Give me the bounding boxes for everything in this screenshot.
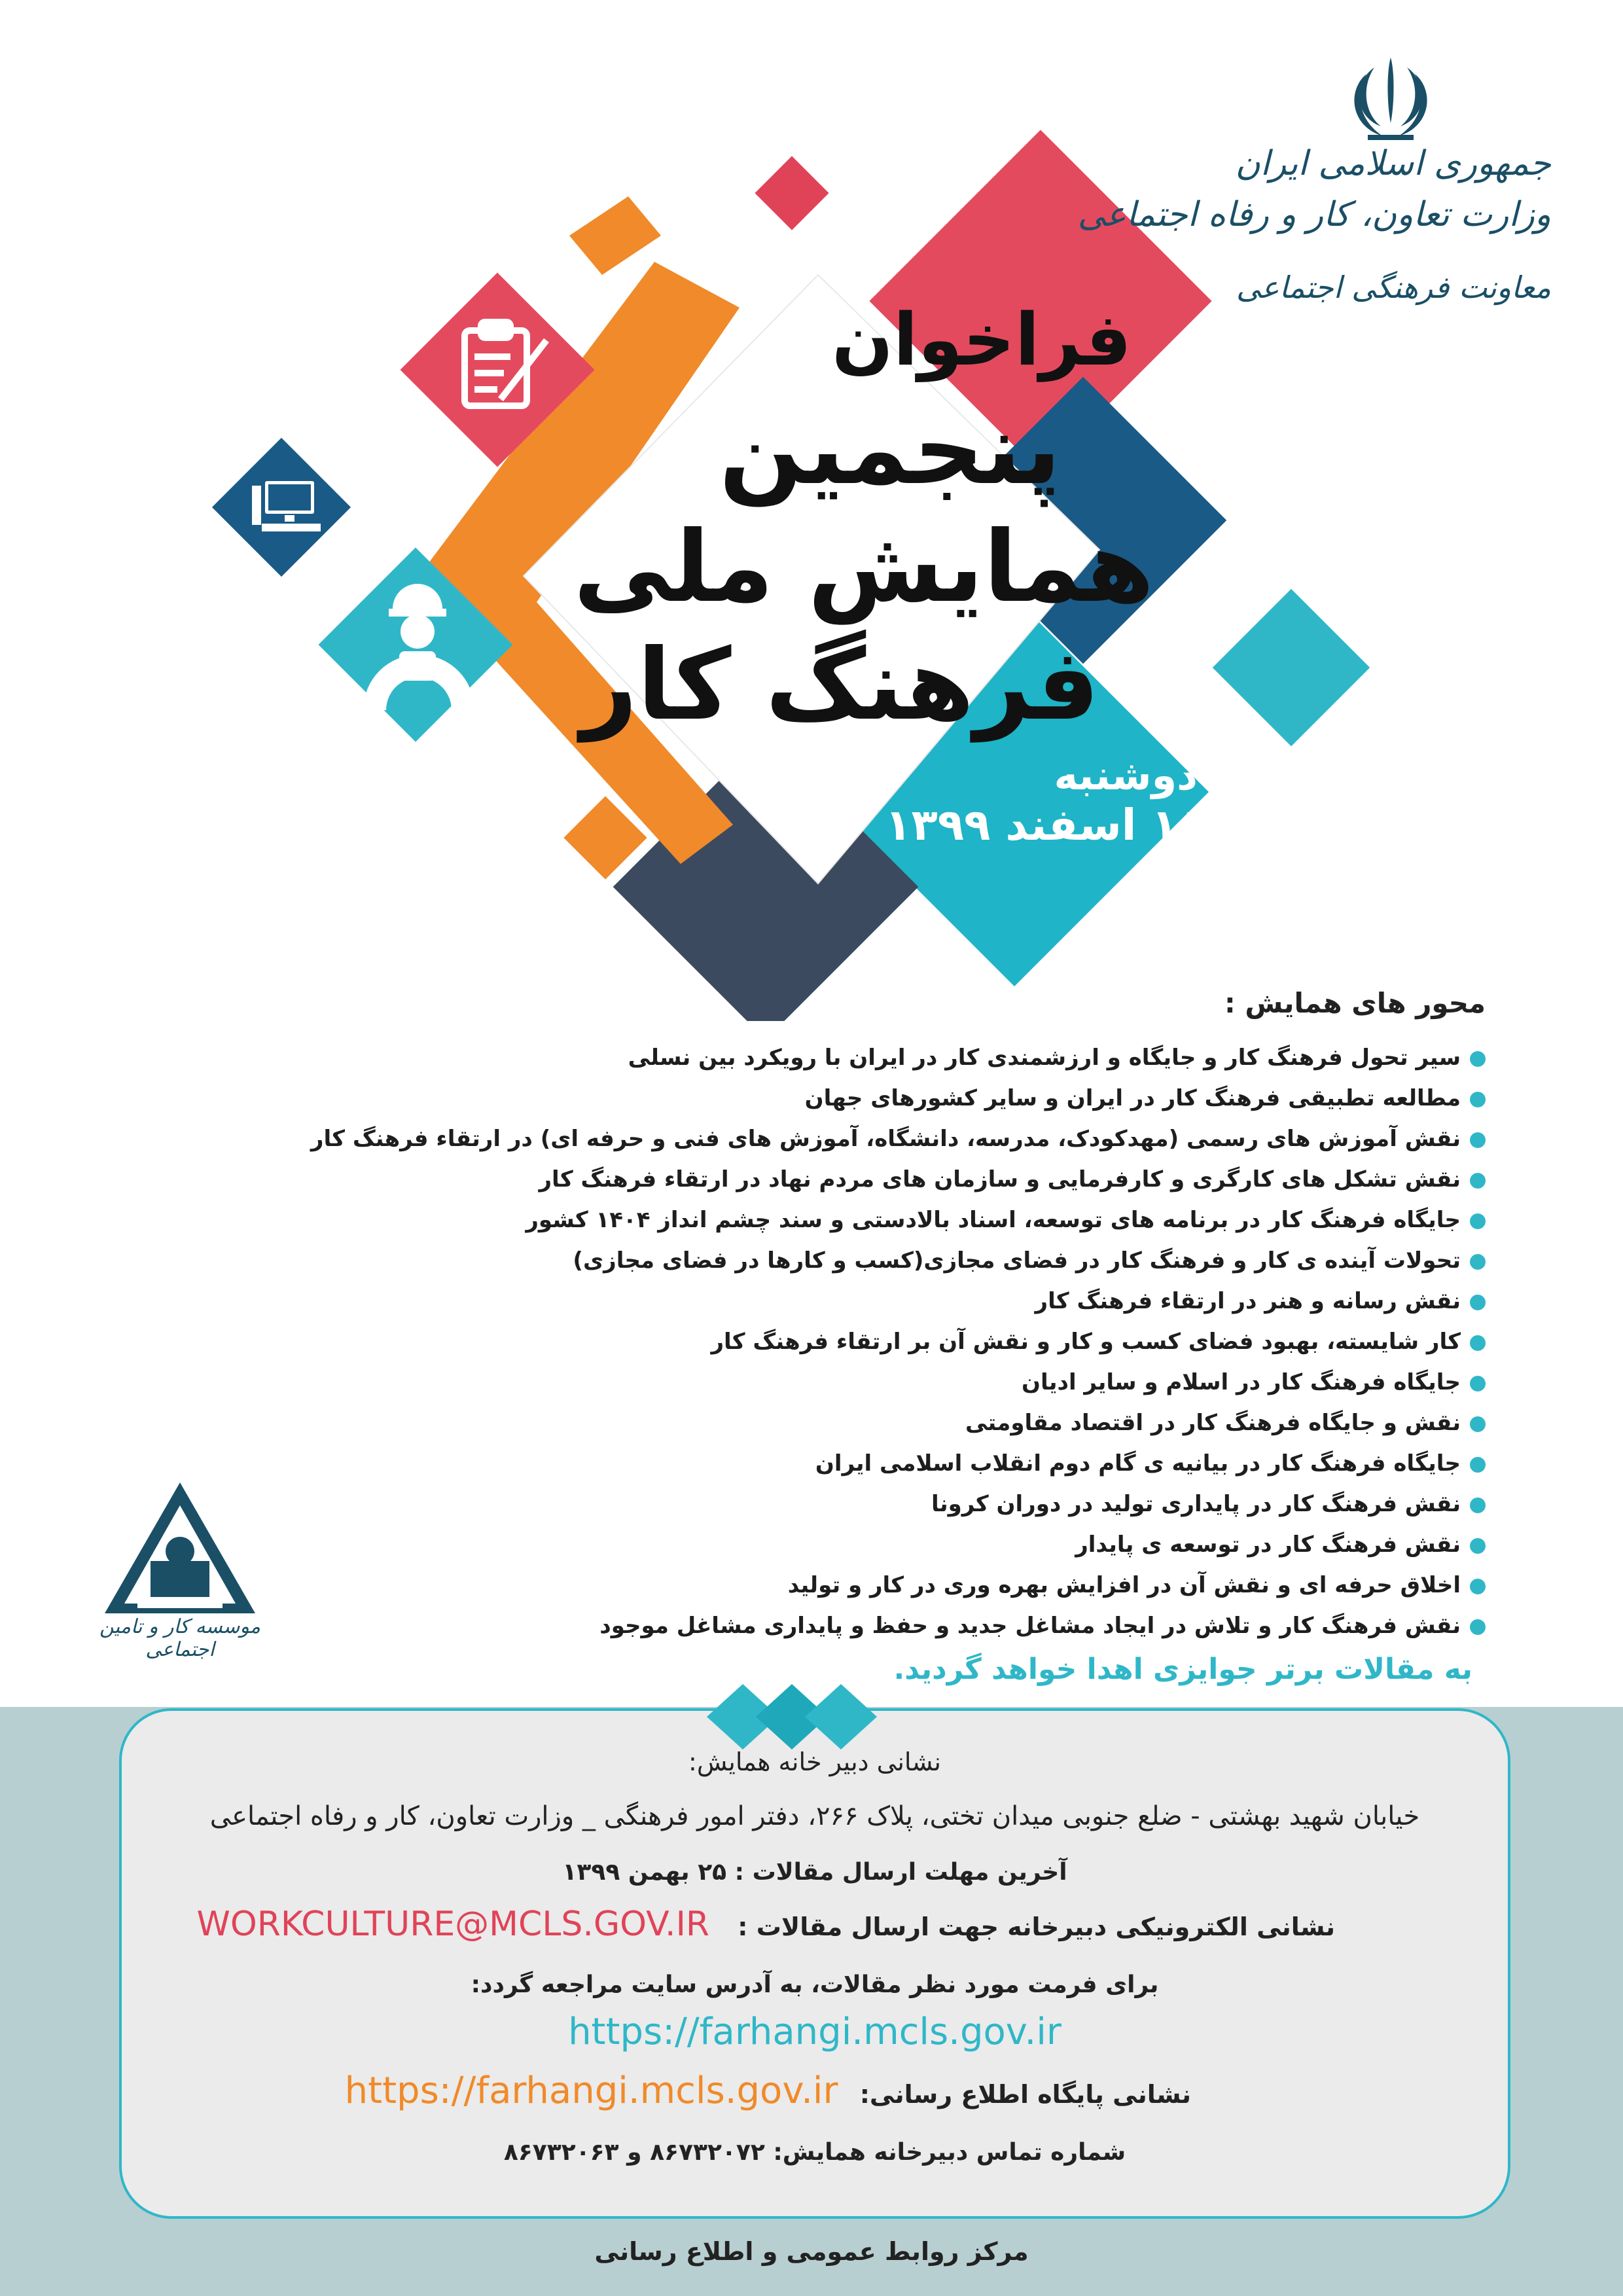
bullet-icon	[1470, 1619, 1486, 1635]
email-row	[196, 1905, 1335, 1944]
teal-diamonds-decoration	[694, 1681, 890, 1753]
bullet-icon	[1470, 1416, 1486, 1432]
bullet-icon	[1470, 1254, 1486, 1270]
list-item: نقش رسانه و هنر در ارتقاء فرهنگ کار	[242, 1281, 1486, 1321]
bullet-icon	[1470, 1579, 1486, 1594]
list-item: نقش و جایگاه فرهنگ کار در اقتصاد مقاومتی	[242, 1403, 1486, 1443]
list-item: جایگاه فرهنگ کار در برنامه های توسعه، اسناد بالادستی و سند چشم انداز ۱۴۰۴ کشور	[242, 1200, 1486, 1240]
topics-list	[242, 1037, 1486, 1646]
bullet-icon	[1470, 1092, 1486, 1107]
format-note: برای فرمت مورد نظر مقالات، به آدرس سایت مراجعه گردد:	[471, 1971, 1159, 1998]
list-item: نقش آموزش های رسمی (مهدکودک، مدرسه، دانشگاه، آموزش های فنی و حرفه ای) در ارتقاء فرهنگ کار	[242, 1119, 1486, 1159]
topics-title: محور های همایش :	[1224, 987, 1486, 1019]
orange-bar-top	[569, 196, 661, 275]
footer-credit: مرکز روابط عمومی و اطلاع رسانی	[594, 2237, 1029, 2266]
list-item: نقش فرهنگ کار در توسعه ی پایدار	[242, 1524, 1486, 1565]
iran-emblem-icon	[1342, 51, 1440, 149]
secretariat-title: نشانی دبیر خانه همایش:	[688, 1748, 941, 1776]
list-item: مطالعه تطبیقی فرهنگ کار در ایران و سایر کشورهای جهان	[242, 1078, 1486, 1119]
list-item: سیر تحول فرهنگ کار و جایگاه و ارزشمندی کار در ایران با رویکرد بین نسلی	[242, 1037, 1486, 1078]
portal-url-link[interactable]: https://farhangi.mcls.gov.ir	[344, 2070, 838, 2112]
list-item: جایگاه فرهنگ کار در بیانیه ی گام دوم انقلاب اسلامی ایران	[242, 1443, 1486, 1484]
list-item: جایگاه فرهنگ کار در اسلام و سایر ادیان	[242, 1362, 1486, 1403]
bullet-icon	[1470, 1457, 1486, 1473]
submission-deadline: آخرین مهلت ارسال مقالات : ۲۵ بهمن ۱۳۹۹	[562, 1859, 1067, 1886]
bullet-icon	[1470, 1498, 1486, 1513]
list-item: نقش تشکل های کارگری و کارفرمایی و سازمان های مردم نهاد در ارتقاء فرهنگ کار	[242, 1159, 1486, 1200]
event-date: ۱۸ اسفند ۱۳۹۹	[885, 800, 1204, 850]
bullet-icon	[1470, 1376, 1486, 1391]
email-label: نشانی الکترونیکی دبیرخانه جهت ارسال مقالات :	[738, 1912, 1335, 1941]
header-country: جمهوری اسلامی ایران	[1235, 144, 1551, 183]
bullet-icon	[1470, 1295, 1486, 1310]
hero-work-culture: فرهنگ کار	[580, 628, 1099, 742]
prize-note: به مقالات برتر جوایزی اهدا خواهد گردید.	[893, 1653, 1472, 1686]
list-item: نقش فرهنگ کار و تلاش در ایجاد مشاغل جدید و حفظ و پایداری مشاغل موجود	[242, 1605, 1486, 1646]
portal-label: نشانی پایگاه اطلاع رسانی:	[859, 2080, 1191, 2109]
bullet-icon	[1470, 1132, 1486, 1148]
portal-row	[345, 2070, 1191, 2112]
email-link[interactable]: WORKCULTURE@MCLS.GOV.IR	[196, 1905, 710, 1944]
institute-logo-caption: موسسه کار و تامین اجتماعی	[99, 1615, 260, 1661]
teal-diamond-right	[1213, 589, 1370, 746]
hero-fifth: پنجمین	[719, 393, 1061, 507]
list-item: کار شایسته، بهبود فضای کسب و کار و نقش آن بر ارتقاء فرهنگ کار	[242, 1321, 1486, 1362]
bullet-icon	[1470, 1173, 1486, 1189]
red-diamond-small	[755, 156, 829, 230]
hero-call-title: فراخوان	[832, 298, 1132, 382]
secretariat-address: خیابان شهید بهشتی - ضلع جنوبی میدان تختی، پلاک ۲۶۶، دفتر امور فرهنگی _ وزارت تعاون، کار و رفاه اجتماعی	[209, 1801, 1420, 1831]
bullet-icon	[1470, 1335, 1486, 1351]
header-deputy: معاونت فرهنگی اجتماعی	[1236, 270, 1551, 305]
bullet-icon	[1470, 1051, 1486, 1067]
bullet-icon	[1470, 1538, 1486, 1554]
list-item: اخلاق حرفه ای و نقش آن در افزایش بهره وری در کار و تولید	[242, 1565, 1486, 1605]
contact-phone: شماره تماس دبیرخانه همایش: ۸۶۷۳۲۰۷۲ و ۸۶۷۳۲۰۶۳	[503, 2139, 1126, 2166]
list-item: نقش فرهنگ کار در پایداری تولید در دوران کرونا	[242, 1484, 1486, 1524]
format-url-link[interactable]: https://farhangi.mcls.gov.ir	[568, 2011, 1061, 2053]
header-ministry: وزارت تعاون، کار و رفاه اجتماعی	[1077, 195, 1551, 234]
bullet-icon	[1470, 1213, 1486, 1229]
event-day: دوشنبه	[1054, 751, 1198, 799]
list-item: تحولات آینده ی کار و فرهنگ کار در فضای مجازی(کسب و کارها در فضای مجازی)	[242, 1240, 1486, 1281]
hero-conference: همایش ملی	[573, 511, 1154, 624]
